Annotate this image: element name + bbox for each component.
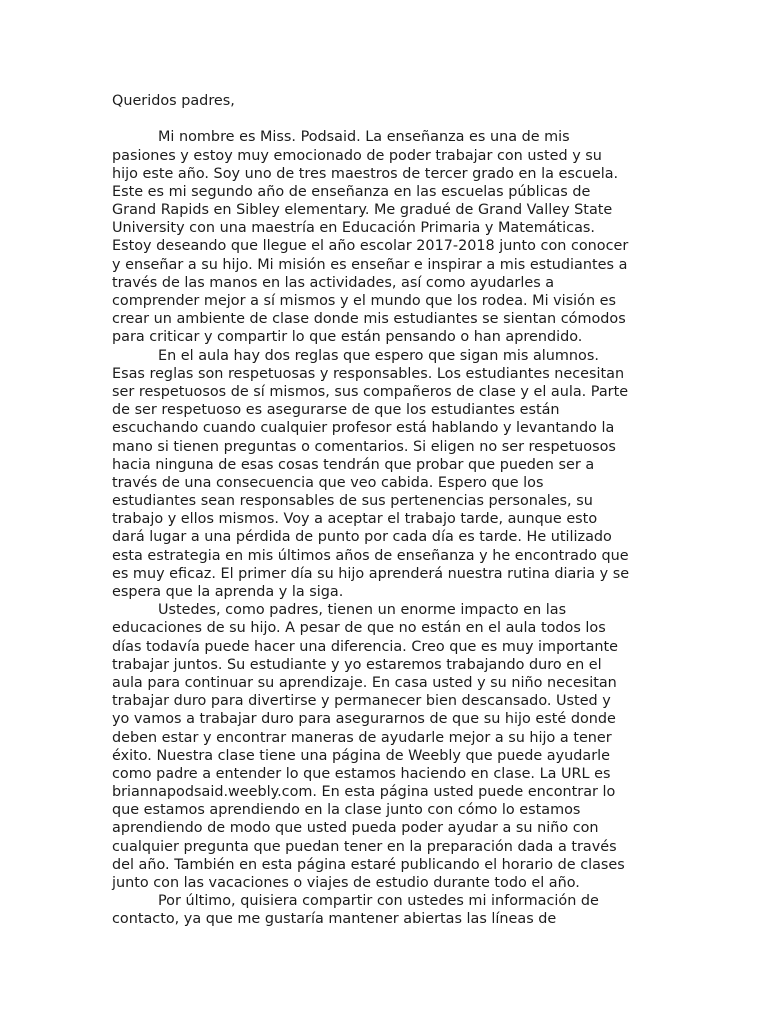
line-text: Este es mi segundo año de enseñanza en las escuelas públicas de [112, 183, 591, 200]
text-line [112, 874, 660, 892]
text-line [112, 583, 660, 601]
line-text: hijo este año. Soy uno de tres maestros de tercer grado en la escuela. [112, 165, 619, 182]
line-text: Grand Rapids en Sibley elementary. Me gradué de Grand Valley State [112, 202, 613, 219]
line-text: cualquier pregunta que puedan tener en la preparación dada a través [112, 838, 617, 855]
paragraph [112, 128, 660, 346]
line-text: como padre a entender lo que estamos haciendo en clase. La URL es [112, 765, 611, 782]
line-text: escuchando cuando cualquier profesor está hablando y levantando la [112, 420, 615, 437]
text-line [112, 383, 660, 401]
text-line [112, 801, 660, 819]
text-line [112, 219, 660, 237]
text-line [112, 419, 660, 437]
text-line [112, 128, 660, 146]
line-text: educaciones de su hijo. A pesar de que no están en el aula todos los [112, 620, 606, 637]
text-line [112, 256, 660, 274]
text-line [112, 147, 660, 165]
text-line [112, 528, 660, 546]
text-line [112, 237, 660, 255]
text-line [112, 674, 660, 692]
line-text: dará lugar a una pérdida de punto por cada día es tarde. He utilizado [112, 529, 612, 546]
text-line [112, 292, 660, 310]
text-line [112, 328, 660, 346]
letter-body [112, 92, 660, 929]
paragraph [112, 347, 660, 602]
text-line [112, 565, 660, 583]
text-line [112, 492, 660, 510]
text-line [112, 401, 660, 419]
text-line [112, 783, 660, 801]
line-text: través de una consecuencia que veo cabida. Espero que los [112, 474, 544, 491]
line-text: espera que la aprenda y la siga. [112, 584, 344, 601]
line-text: trabajar duro para divertirse y permanecer bien descansado. Usted y [112, 693, 611, 710]
letter-paragraphs [112, 128, 660, 928]
line-text: crear un ambiente de clase donde mis estudiantes se sientan cómodos [112, 311, 626, 328]
text-line [112, 474, 660, 492]
line-text: comprender mejor a sí mismos y el mundo que los rodea. Mi visión es [112, 293, 617, 310]
line-text: ser respetuosos de sí mismos, sus compañeros de clase y el aula. Parte [112, 383, 629, 400]
text-line [112, 656, 660, 674]
line-text: Por último, quisiera compartir con ustedes mi información de [158, 893, 599, 910]
line-text: Esas reglas son respetuosas y responsables. Los estudiantes necesitan [112, 365, 625, 382]
line-text: trabajar juntos. Su estudiante y yo estaremos trabajando duro en el [112, 656, 602, 673]
paragraph [112, 892, 660, 928]
text-line [112, 710, 660, 728]
line-text: del año. También en esta página estaré publicando el horario de clases [112, 856, 625, 873]
line-text: pasiones y estoy muy emocionado de poder trabajar con usted y su [112, 147, 602, 164]
text-line [112, 347, 660, 365]
line-text: éxito. Nuestra clase tiene una página de Weebly que puede ayudarle [112, 747, 610, 764]
text-line [112, 692, 660, 710]
text-line [112, 910, 660, 928]
line-text: En el aula hay dos reglas que espero que sigan mis alumnos. [158, 347, 599, 364]
line-text: deben estar y encontrar maneras de ayudarle mejor a su hijo a tener [112, 729, 612, 746]
greeting: Queridos padres, [112, 93, 235, 109]
text-line [112, 201, 660, 219]
line-text: junto con las vacaciones o viajes de estudio durante todo el año. [112, 875, 580, 892]
line-text: y enseñar a su hijo. Mi misión es enseñar e inspirar a mis estudiantes a [112, 256, 628, 273]
line-text: para criticar y compartir lo que están pensando o han aprendido. [112, 329, 583, 346]
text-line [112, 601, 660, 619]
line-text: University con una maestría en Educación Primaria y Matemáticas. [112, 220, 595, 237]
line-text: que estamos aprendiendo en la clase junto con cómo lo estamos [112, 802, 581, 819]
line-text: días todavía puede hacer una diferencia. Creo que es muy importante [112, 638, 619, 655]
text-line [112, 856, 660, 874]
line-text: contacto, ya que me gustaría mantener abiertas las líneas de [112, 911, 557, 928]
text-line [112, 438, 660, 456]
text-line [112, 838, 660, 856]
text-line [112, 274, 660, 292]
paragraph [112, 601, 660, 892]
line-text: aprendiendo de modo que usted pueda poder ayudar a su niño con [112, 820, 599, 837]
text-line [112, 547, 660, 565]
line-text: hacia ninguna de esas cosas tendrán que probar que pueden ser a [112, 456, 595, 473]
line-text: estudiantes sean responsables de sus pertenencias personales, su [112, 493, 593, 510]
line-text: es muy eficaz. El primer día su hijo aprenderá nuestra rutina diaria y se [112, 565, 630, 582]
text-line [112, 310, 660, 328]
text-line [112, 510, 660, 528]
text-line [112, 456, 660, 474]
text-line [112, 729, 660, 747]
line-text: Estoy deseando que llegue el año escolar 2017-2018 junto con conocer [112, 238, 629, 255]
text-line [112, 747, 660, 765]
line-text: de ser respetuoso es asegurarse de que los estudiantes están [112, 402, 560, 419]
text-line [112, 765, 660, 783]
text-line [112, 619, 660, 637]
text-line [112, 183, 660, 201]
line-text: briannapodsaid.weebly.com. En esta página usted puede encontrar lo [112, 784, 616, 801]
text-line [112, 365, 660, 383]
text-line [112, 165, 660, 183]
line-text: Mi nombre es Miss. Podsaid. La enseñanza es una de mis [158, 129, 570, 146]
line-text: trabajo y ellos mismos. Voy a aceptar el trabajo tarde, aunque esto [112, 511, 598, 528]
line-text: aula para continuar su aprendizaje. En casa usted y su niño necesitan [112, 674, 617, 691]
line-text: Ustedes, como padres, tienen un enorme impacto en las [158, 602, 567, 619]
text-line [112, 892, 660, 910]
line-text: yo vamos a trabajar duro para asegurarnos de que su hijo esté donde [112, 711, 616, 728]
line-text: través de las manos en las actividades, así como ayudarles a [112, 274, 555, 291]
text-line [112, 819, 660, 837]
line-text: esta estrategia en mis últimos años de enseñanza y he encontrado que [112, 547, 629, 564]
line-text: mano si tienen preguntas o comentarios. Si eligen no ser respetuosos [112, 438, 616, 455]
text-line [112, 638, 660, 656]
